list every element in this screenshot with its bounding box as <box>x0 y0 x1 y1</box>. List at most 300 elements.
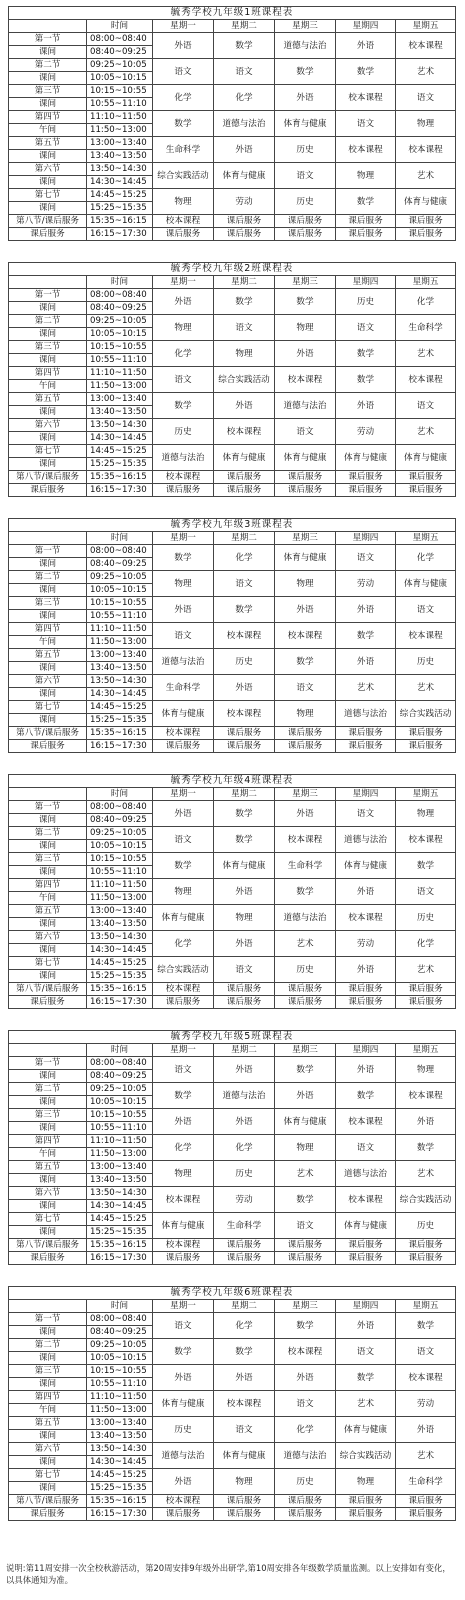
subject-cell: 体育与健康 <box>153 1213 214 1239</box>
subject-cell: 外语 <box>275 1083 336 1109</box>
table-row <box>9 1187 456 1200</box>
time-cell: 13:00~13:40 <box>87 1161 153 1174</box>
subject-cell: 数学 <box>214 1339 275 1365</box>
subject-cell: 校本课程 <box>396 137 456 163</box>
time-cell: 15:35~16:15 <box>87 1495 153 1508</box>
table-row <box>9 341 456 354</box>
time-cell: 16:15~17:30 <box>87 1508 153 1521</box>
subject-cell: 数学 <box>214 33 275 59</box>
header-time: 时间 <box>87 276 153 289</box>
period-cell: 课间 <box>9 354 87 367</box>
period-cell: 课间 <box>9 866 87 879</box>
subject-cell: 课后服务 <box>336 1239 396 1252</box>
period-cell: 课后服务 <box>9 740 87 753</box>
period-cell: 第二节 <box>9 571 87 584</box>
header-day: 星期二 <box>214 1300 275 1313</box>
subject-cell: 语文 <box>396 1339 456 1365</box>
subject-cell: 校本课程 <box>396 623 456 649</box>
header-day: 星期二 <box>214 276 275 289</box>
time-cell: 15:25~15:35 <box>87 202 153 215</box>
period-cell: 第三节 <box>9 1109 87 1122</box>
header-day: 星期四 <box>336 532 396 545</box>
subject-cell: 体育与健康 <box>214 853 275 879</box>
period-cell: 第五节 <box>9 1161 87 1174</box>
subject-cell: 化学 <box>214 545 275 571</box>
time-cell: 08:40~09:25 <box>87 46 153 59</box>
period-cell: 第四节 <box>9 367 87 380</box>
time-cell: 13:50~14:30 <box>87 163 153 176</box>
table-row <box>9 1495 456 1508</box>
time-cell: 10:55~11:10 <box>87 1378 153 1391</box>
header-day: 星期四 <box>336 788 396 801</box>
subject-cell: 艺术 <box>396 341 456 367</box>
header-day: 星期三 <box>275 1044 336 1057</box>
subject-cell: 外语 <box>336 1057 396 1083</box>
time-cell: 11:10~11:50 <box>87 111 153 124</box>
subject-cell: 校本课程 <box>396 827 456 853</box>
subject-cell: 外语 <box>153 801 214 827</box>
period-cell: 课间 <box>9 688 87 701</box>
subject-cell: 数学 <box>275 1313 336 1339</box>
header-day: 星期五 <box>396 20 456 33</box>
subject-cell: 语文 <box>336 1135 396 1161</box>
time-cell: 08:00~08:40 <box>87 1313 153 1326</box>
subject-cell: 校本课程 <box>336 137 396 163</box>
subject-cell: 语文 <box>336 1339 396 1365</box>
subject-cell: 课后服务 <box>336 740 396 753</box>
subject-cell: 课后服务 <box>275 727 336 740</box>
subject-cell: 艺术 <box>396 59 456 85</box>
table-row <box>9 59 456 72</box>
period-cell: 第三节 <box>9 597 87 610</box>
subject-cell: 语文 <box>396 393 456 419</box>
subject-cell: 劳动 <box>336 931 396 957</box>
table-row <box>9 189 456 202</box>
header-day: 星期二 <box>214 532 275 545</box>
header-day: 星期三 <box>275 788 336 801</box>
time-cell: 10:55~11:10 <box>87 1122 153 1135</box>
period-cell: 第五节 <box>9 393 87 406</box>
subject-cell: 体育与健康 <box>336 1213 396 1239</box>
table-row <box>9 1391 456 1404</box>
subject-cell: 课后服务 <box>214 471 275 484</box>
subject-cell: 课后服务 <box>214 740 275 753</box>
period-cell: 第一节 <box>9 1057 87 1070</box>
table-row <box>9 85 456 98</box>
time-cell: 16:15~17:30 <box>87 484 153 497</box>
period-cell: 课间 <box>9 918 87 931</box>
subject-cell: 道德与法治 <box>336 1161 396 1187</box>
subject-cell: 化学 <box>396 289 456 315</box>
table-row <box>9 1417 456 1430</box>
subject-cell: 物理 <box>275 1135 336 1161</box>
subject-cell: 校本课程 <box>153 1239 214 1252</box>
table-row <box>9 1365 456 1378</box>
subject-cell: 体育与健康 <box>275 1109 336 1135</box>
subject-cell: 课后服务 <box>396 471 456 484</box>
period-cell: 第六节 <box>9 163 87 176</box>
subject-cell: 外语 <box>275 1365 336 1391</box>
subject-cell: 数学 <box>275 1187 336 1213</box>
subject-cell: 数学 <box>153 1083 214 1109</box>
period-cell: 第六节 <box>9 419 87 432</box>
subject-cell: 外语 <box>153 289 214 315</box>
time-cell: 14:30~14:45 <box>87 1200 153 1213</box>
subject-cell: 体育与健康 <box>153 701 214 727</box>
table-row <box>9 931 456 944</box>
time-cell: 08:00~08:40 <box>87 801 153 814</box>
time-cell: 11:10~11:50 <box>87 623 153 636</box>
subject-cell: 外语 <box>275 597 336 623</box>
subject-cell: 数学 <box>275 289 336 315</box>
subject-cell: 道德与法治 <box>275 33 336 59</box>
subject-cell: 语文 <box>275 675 336 701</box>
subject-cell: 课后服务 <box>336 228 396 241</box>
subject-cell: 体育与健康 <box>153 1391 214 1417</box>
subject-cell: 艺术 <box>396 419 456 445</box>
header-blank <box>9 276 87 289</box>
subject-cell: 外语 <box>214 1365 275 1391</box>
period-cell: 第五节 <box>9 137 87 150</box>
table-row <box>9 1508 456 1521</box>
subject-cell: 外语 <box>336 957 396 983</box>
table-row <box>9 1161 456 1174</box>
period-cell: 课间 <box>9 302 87 315</box>
period-cell: 课间 <box>9 1070 87 1083</box>
subject-cell: 物理 <box>153 315 214 341</box>
time-cell: 08:00~08:40 <box>87 1057 153 1070</box>
subject-cell: 数学 <box>336 1365 396 1391</box>
subject-cell: 课后服务 <box>214 228 275 241</box>
subject-cell: 道德与法治 <box>214 111 275 137</box>
time-cell: 10:15~10:55 <box>87 85 153 98</box>
subject-cell: 校本课程 <box>336 1109 396 1135</box>
table-row <box>9 649 456 662</box>
period-cell: 课间 <box>9 1378 87 1391</box>
time-cell: 09:25~10:05 <box>87 1083 153 1096</box>
header-blank <box>9 20 87 33</box>
subject-cell: 数学 <box>153 1339 214 1365</box>
subject-cell: 校本课程 <box>336 905 396 931</box>
subject-cell: 校本课程 <box>336 85 396 111</box>
subject-cell: 物理 <box>214 905 275 931</box>
period-cell: 第八节/课后服务 <box>9 983 87 996</box>
subject-cell: 外语 <box>214 931 275 957</box>
period-cell: 课间 <box>9 328 87 341</box>
header-day: 星期五 <box>396 276 456 289</box>
subject-cell: 课后服务 <box>275 1239 336 1252</box>
time-cell: 11:50~13:00 <box>87 892 153 905</box>
time-cell: 13:40~13:50 <box>87 1174 153 1187</box>
time-cell: 09:25~10:05 <box>87 827 153 840</box>
period-cell: 第七节 <box>9 445 87 458</box>
subject-cell: 课后服务 <box>396 1239 456 1252</box>
period-cell: 第三节 <box>9 341 87 354</box>
subject-cell: 体育与健康 <box>153 905 214 931</box>
schedule-title: 毓秀学校九年级2班课程表 <box>9 263 456 276</box>
period-cell: 第五节 <box>9 1417 87 1430</box>
header-day: 星期一 <box>153 532 214 545</box>
time-cell: 14:45~15:25 <box>87 189 153 202</box>
subject-cell: 体育与健康 <box>214 1443 275 1469</box>
period-cell: 课间 <box>9 150 87 163</box>
subject-cell: 校本课程 <box>214 701 275 727</box>
subject-cell: 外语 <box>396 1109 456 1135</box>
subject-cell: 外语 <box>214 675 275 701</box>
subject-cell: 体育与健康 <box>336 1417 396 1443</box>
subject-cell: 数学 <box>336 189 396 215</box>
subject-cell: 体育与健康 <box>396 571 456 597</box>
subject-cell: 语文 <box>214 315 275 341</box>
subject-cell: 化学 <box>153 1135 214 1161</box>
time-cell: 16:15~17:30 <box>87 996 153 1009</box>
subject-cell: 校本课程 <box>153 727 214 740</box>
subject-cell: 外语 <box>275 341 336 367</box>
time-cell: 14:45~15:25 <box>87 957 153 970</box>
period-cell: 课间 <box>9 458 87 471</box>
period-cell: 课间 <box>9 1430 87 1443</box>
subject-cell: 校本课程 <box>214 1391 275 1417</box>
subject-cell: 数学 <box>396 853 456 879</box>
header-day: 星期一 <box>153 276 214 289</box>
time-cell: 10:15~10:55 <box>87 1109 153 1122</box>
subject-cell: 物理 <box>214 341 275 367</box>
subject-cell: 校本课程 <box>275 1339 336 1365</box>
subject-cell: 数学 <box>153 393 214 419</box>
subject-cell: 生命科学 <box>275 853 336 879</box>
subject-cell: 课后服务 <box>153 996 214 1009</box>
class-schedule-table <box>8 262 455 497</box>
subject-cell: 历史 <box>396 905 456 931</box>
header-blank <box>9 1300 87 1313</box>
subject-cell: 物理 <box>275 701 336 727</box>
header-time: 时间 <box>87 20 153 33</box>
time-cell: 13:00~13:40 <box>87 1417 153 1430</box>
time-cell: 11:50~13:00 <box>87 636 153 649</box>
header-day: 星期三 <box>275 532 336 545</box>
table-row <box>9 471 456 484</box>
header-day: 星期三 <box>275 276 336 289</box>
period-cell: 第一节 <box>9 1313 87 1326</box>
header-day: 星期一 <box>153 20 214 33</box>
subject-cell: 课后服务 <box>214 1239 275 1252</box>
time-cell: 10:15~10:55 <box>87 597 153 610</box>
subject-cell: 化学 <box>153 931 214 957</box>
time-cell: 16:15~17:30 <box>87 1252 153 1265</box>
subject-cell: 课后服务 <box>275 228 336 241</box>
period-cell: 第七节 <box>9 1213 87 1226</box>
subject-cell: 外语 <box>336 597 396 623</box>
header-day: 星期三 <box>275 1300 336 1313</box>
subject-cell: 课后服务 <box>275 215 336 228</box>
subject-cell: 课后服务 <box>214 215 275 228</box>
period-cell: 第六节 <box>9 1187 87 1200</box>
subject-cell: 历史 <box>275 1469 336 1495</box>
subject-cell: 体育与健康 <box>214 163 275 189</box>
subject-cell: 语文 <box>275 1213 336 1239</box>
subject-cell: 课后服务 <box>153 1252 214 1265</box>
time-cell: 08:00~08:40 <box>87 289 153 302</box>
subject-cell: 体育与健康 <box>275 545 336 571</box>
subject-cell: 艺术 <box>396 675 456 701</box>
subject-cell: 体育与健康 <box>214 445 275 471</box>
subject-cell: 生命科学 <box>396 1469 456 1495</box>
subject-cell: 化学 <box>153 341 214 367</box>
subject-cell: 校本课程 <box>275 827 336 853</box>
table-row <box>9 367 456 380</box>
table-row <box>9 879 456 892</box>
schedule-title: 毓秀学校九年级5班课程表 <box>9 1031 456 1044</box>
header-time: 时间 <box>87 788 153 801</box>
subject-cell: 课后服务 <box>396 740 456 753</box>
table-row <box>9 228 456 241</box>
period-cell: 第二节 <box>9 827 87 840</box>
table-row <box>9 1339 456 1352</box>
subject-cell: 校本课程 <box>275 623 336 649</box>
subject-cell: 课后服务 <box>153 484 214 497</box>
header-day: 星期一 <box>153 1300 214 1313</box>
time-cell: 11:10~11:50 <box>87 1135 153 1148</box>
period-cell: 课间 <box>9 1226 87 1239</box>
subject-cell: 课后服务 <box>336 996 396 1009</box>
header-day: 星期四 <box>336 20 396 33</box>
period-cell: 课间 <box>9 840 87 853</box>
table-row <box>9 111 456 124</box>
subject-cell: 校本课程 <box>214 623 275 649</box>
time-cell: 10:05~10:15 <box>87 840 153 853</box>
subject-cell: 物理 <box>336 1469 396 1495</box>
period-cell: 第八节/课后服务 <box>9 1495 87 1508</box>
table-row <box>9 701 456 714</box>
subject-cell: 语文 <box>153 1313 214 1339</box>
subject-cell: 语文 <box>153 367 214 393</box>
table-row <box>9 905 456 918</box>
time-cell: 15:35~16:15 <box>87 471 153 484</box>
time-cell: 13:40~13:50 <box>87 662 153 675</box>
subject-cell: 数学 <box>396 1313 456 1339</box>
subject-cell: 物理 <box>153 879 214 905</box>
subject-cell: 物理 <box>396 1057 456 1083</box>
subject-cell: 道德与法治 <box>336 827 396 853</box>
period-cell: 第七节 <box>9 1469 87 1482</box>
period-cell: 课后服务 <box>9 228 87 241</box>
subject-cell: 课后服务 <box>396 727 456 740</box>
subject-cell: 化学 <box>153 85 214 111</box>
subject-cell: 体育与健康 <box>336 853 396 879</box>
subject-cell: 历史 <box>275 137 336 163</box>
period-cell: 第七节 <box>9 189 87 202</box>
subject-cell: 外语 <box>153 1109 214 1135</box>
subject-cell: 历史 <box>396 1213 456 1239</box>
class-schedule-table <box>8 518 455 753</box>
table-row <box>9 1252 456 1265</box>
time-cell: 10:55~11:10 <box>87 98 153 111</box>
period-cell: 第二节 <box>9 59 87 72</box>
table-row <box>9 853 456 866</box>
time-cell: 15:35~16:15 <box>87 983 153 996</box>
period-cell: 课间 <box>9 1326 87 1339</box>
table-row <box>9 727 456 740</box>
table-row <box>9 957 456 970</box>
time-cell: 13:40~13:50 <box>87 1430 153 1443</box>
class-schedule-table <box>8 1286 455 1521</box>
subject-cell: 外语 <box>396 1417 456 1443</box>
subject-cell: 课后服务 <box>336 215 396 228</box>
header-blank <box>9 1044 87 1057</box>
subject-cell: 历史 <box>153 419 214 445</box>
header-day: 星期二 <box>214 1044 275 1057</box>
subject-cell: 外语 <box>153 597 214 623</box>
subject-cell: 校本课程 <box>275 367 336 393</box>
subject-cell: 外语 <box>214 879 275 905</box>
subject-cell: 课后服务 <box>396 983 456 996</box>
subject-cell: 劳动 <box>214 1187 275 1213</box>
time-cell: 13:50~14:30 <box>87 419 153 432</box>
subject-cell: 数学 <box>153 853 214 879</box>
subject-cell: 道德与法治 <box>214 1083 275 1109</box>
time-cell: 15:35~16:15 <box>87 215 153 228</box>
time-cell: 15:25~15:35 <box>87 970 153 983</box>
subject-cell: 生命科学 <box>214 1213 275 1239</box>
subject-cell: 物理 <box>275 571 336 597</box>
subject-cell: 数学 <box>275 879 336 905</box>
time-cell: 15:25~15:35 <box>87 714 153 727</box>
subject-cell: 综合实践活动 <box>153 957 214 983</box>
time-cell: 10:55~11:10 <box>87 354 153 367</box>
period-cell: 课间 <box>9 98 87 111</box>
period-cell: 第三节 <box>9 85 87 98</box>
subject-cell: 语文 <box>214 571 275 597</box>
time-cell: 10:05~10:15 <box>87 1096 153 1109</box>
subject-cell: 校本课程 <box>396 33 456 59</box>
subject-cell: 语文 <box>153 623 214 649</box>
header-day: 星期四 <box>336 1300 396 1313</box>
time-cell: 08:40~09:25 <box>87 558 153 571</box>
period-cell: 课间 <box>9 406 87 419</box>
subject-cell: 化学 <box>396 931 456 957</box>
time-cell: 10:15~10:55 <box>87 1365 153 1378</box>
subject-cell: 数学 <box>275 649 336 675</box>
table-row <box>9 484 456 497</box>
period-cell: 课间 <box>9 610 87 623</box>
subject-cell: 化学 <box>214 1135 275 1161</box>
subject-cell: 语文 <box>396 85 456 111</box>
subject-cell: 历史 <box>153 1417 214 1443</box>
subject-cell: 艺术 <box>275 1161 336 1187</box>
subject-cell: 综合实践活动 <box>396 701 456 727</box>
period-cell: 第三节 <box>9 853 87 866</box>
period-cell: 课后服务 <box>9 996 87 1009</box>
subject-cell: 语文 <box>275 1391 336 1417</box>
time-cell: 09:25~10:05 <box>87 571 153 584</box>
subject-cell: 历史 <box>275 957 336 983</box>
period-cell: 课间 <box>9 970 87 983</box>
time-cell: 16:15~17:30 <box>87 228 153 241</box>
time-cell: 10:05~10:15 <box>87 328 153 341</box>
table-row <box>9 996 456 1009</box>
subject-cell: 数学 <box>336 1083 396 1109</box>
period-cell: 第四节 <box>9 111 87 124</box>
subject-cell: 数学 <box>336 367 396 393</box>
subject-cell: 数学 <box>153 545 214 571</box>
subject-cell: 外语 <box>336 649 396 675</box>
period-cell: 课间 <box>9 1122 87 1135</box>
subject-cell: 课后服务 <box>214 983 275 996</box>
time-cell: 15:25~15:35 <box>87 1482 153 1495</box>
period-cell: 课间 <box>9 714 87 727</box>
table-row <box>9 393 456 406</box>
subject-cell: 劳动 <box>336 419 396 445</box>
